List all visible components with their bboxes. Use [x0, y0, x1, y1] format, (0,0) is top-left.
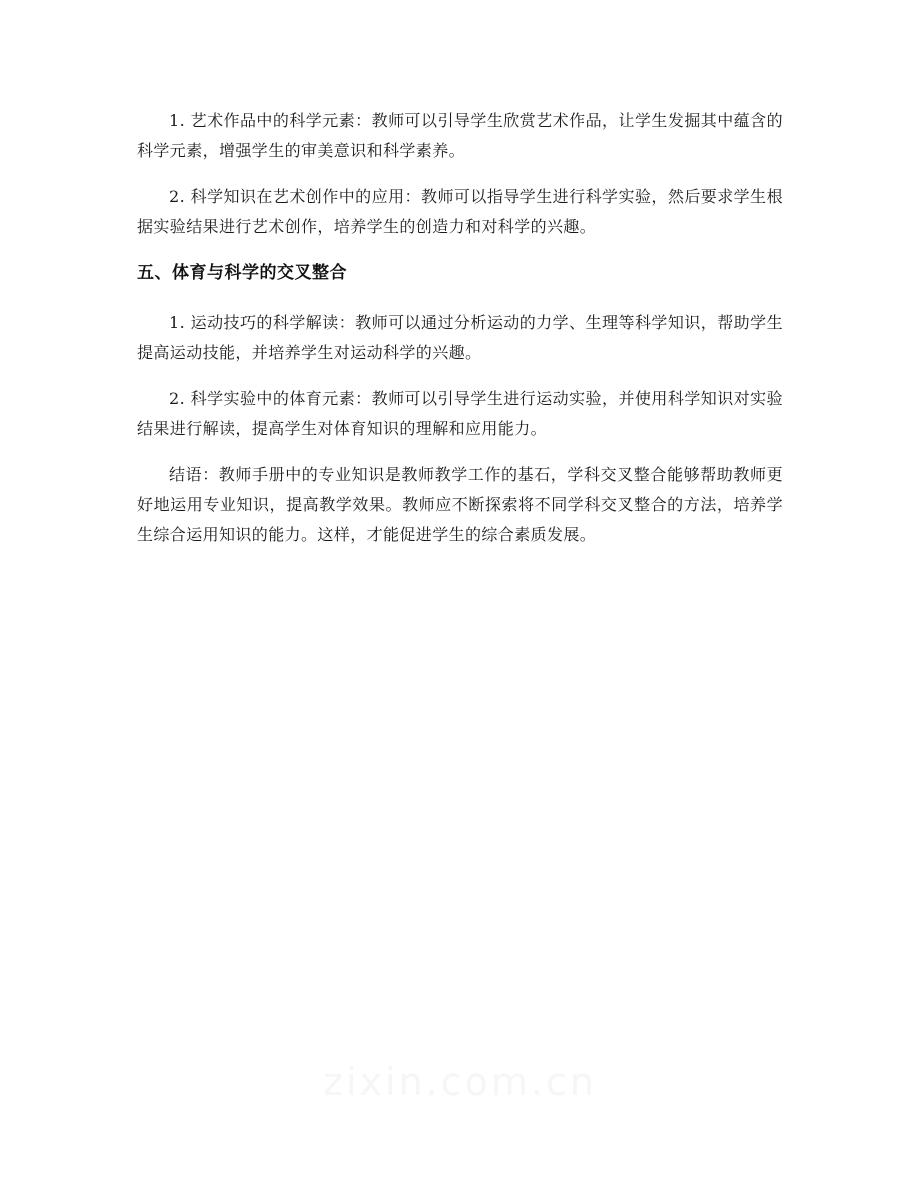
paragraph-conclusion: 结语：教师手册中的专业知识是教师教学工作的基石，学科交叉整合能够帮助教师更好地运用专业知识，提高教学效果。教师应不断探索将不同学科交叉整合的方法，培养学生综合运用知识的能力。这样，才能促进学生的综合素质发展。	[137, 465, 783, 544]
paragraph-sports-elements-in-experiments: 2. 科学实验中的体育元素：教师可以引导学生进行运动实验，并使用科学知识对实验结果进行解读，提高学生对体育知识的理解和应用能力。	[137, 389, 783, 438]
document-body	[137, 106, 783, 566]
paragraph-art-science-elements: 1. 艺术作品中的科学元素：教师可以引导学生欣赏艺术作品，让学生发掘其中蕴含的科学元素，增强学生的审美意识和科学素养。	[137, 111, 783, 160]
watermark: zixin.com.cn	[323, 1060, 597, 1104]
paragraph-science-in-art-creation: 2. 科学知识在艺术创作中的应用：教师可以指导学生进行科学实验，然后要求学生根据实验结果进行艺术创作，培养学生的创造力和对科学的兴趣。	[137, 187, 783, 236]
paragraph-sports-technique-science: 1. 运动技巧的科学解读：教师可以通过分析运动的力学、生理等科学知识，帮助学生提高运动技能，并培养学生对运动科学的兴趣。	[137, 313, 783, 362]
section-heading: 五、体育与科学的交叉整合	[137, 263, 347, 283]
